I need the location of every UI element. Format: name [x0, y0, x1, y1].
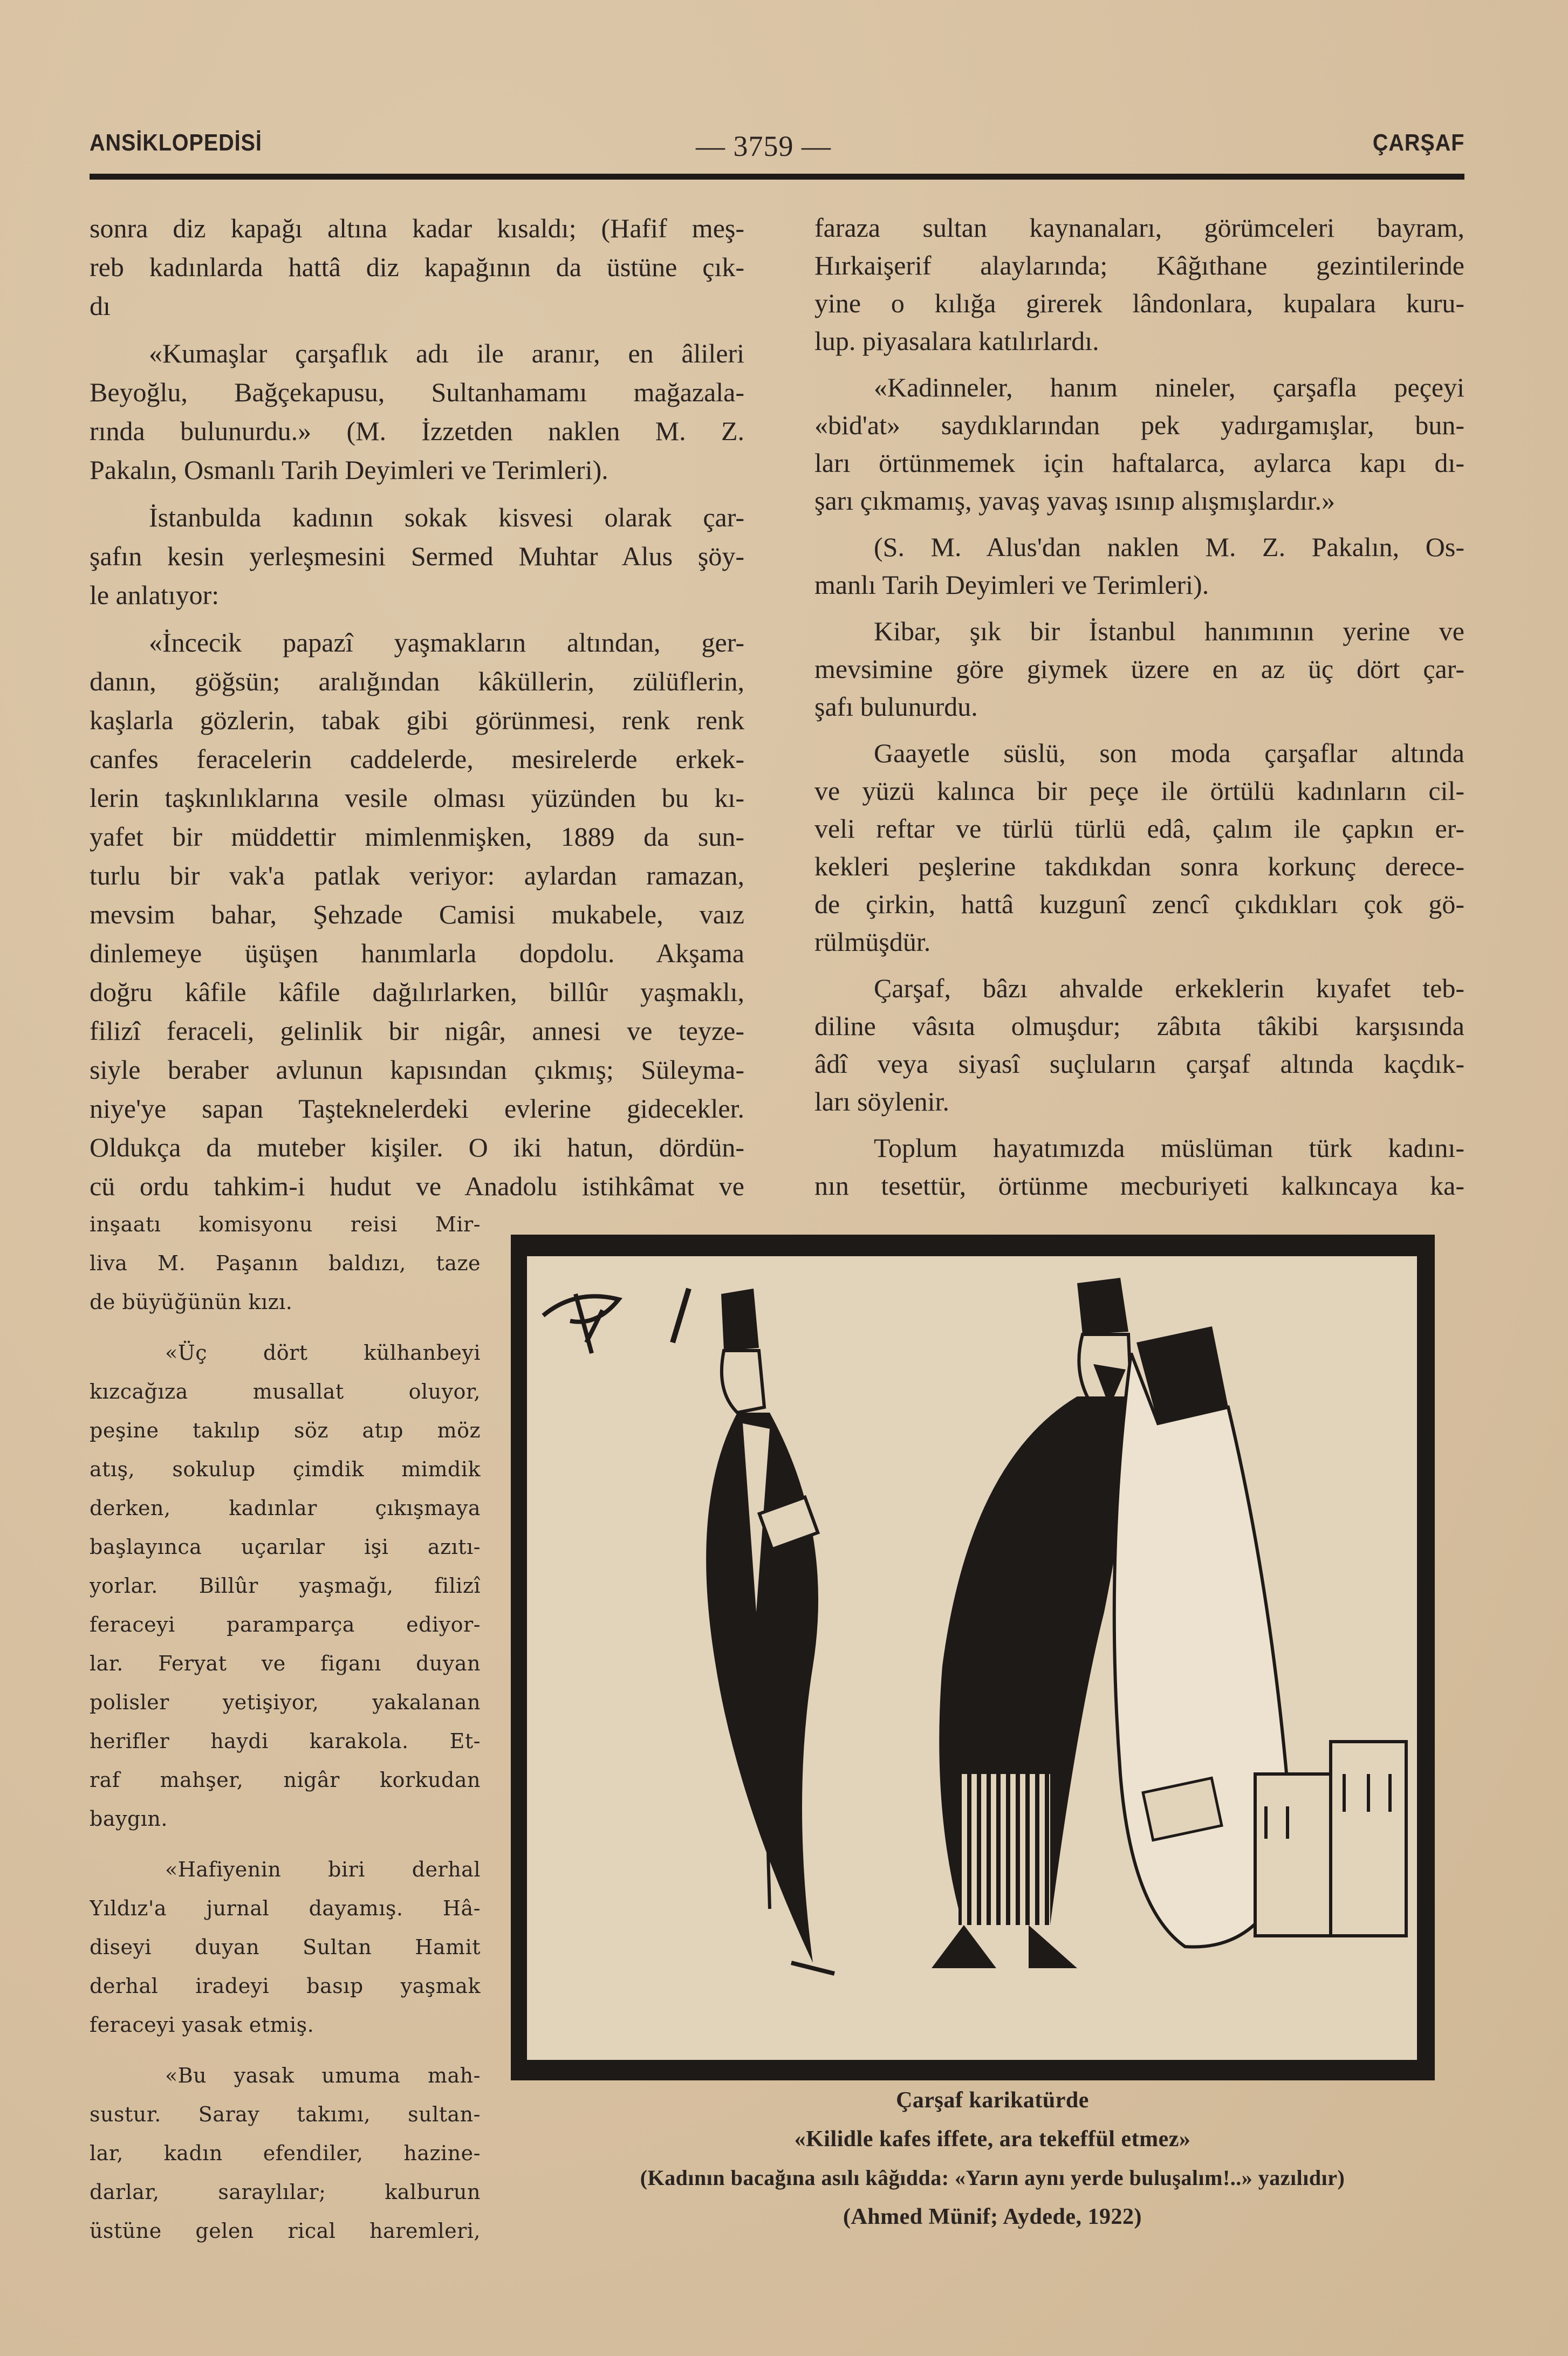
- text-line: sonra diz kapağı altına kadar kısaldı; (Hafif meş-: [90, 213, 744, 243]
- text-line: diline vâsıta olmuşdur; zâbıta tâkibi karşısında: [814, 1011, 1464, 1041]
- text-line: feraceyi yasak etmiş.: [90, 2013, 314, 2037]
- text-line: niye'ye sapan Taşteknelerdeki evlerine gidecekler.: [90, 1093, 744, 1124]
- text-line: lar. Feryat ve figanı duyan: [90, 1652, 481, 1675]
- text-line: canfes feracelerin caddelerde, mesirelerde erkek-: [90, 744, 744, 774]
- text-line: herifler haydi karakola. Et-: [90, 1729, 481, 1753]
- paragraph: [814, 734, 1464, 961]
- text-line: reb kadınlarda hattâ diz kapağının da üstüne çık-: [90, 252, 744, 282]
- text-line: nın tesettür, örtünme mecburiyeti kalkıncaya ka-: [814, 1170, 1464, 1201]
- text-line: kızcağıza musallat oluyor,: [90, 1380, 481, 1403]
- caricature-drawing: [511, 1235, 1435, 2080]
- text-line: «Bu yasak umuma mah-: [165, 2064, 481, 2087]
- text-line: mevsimine göre giymek üzere en az üç dört çar-: [814, 654, 1464, 684]
- text-line: şafı bulunurdu.: [814, 691, 978, 722]
- paragraph: [814, 368, 1464, 519]
- text-line: ve yüzü kalınca bir peçe ile örtülü kadınların cil-: [814, 776, 1464, 806]
- text-line: dı: [90, 291, 111, 321]
- text-line: şafın kesin yerleşmesini Sermed Muhtar Alus şöy-: [90, 541, 744, 571]
- caricature-illustration: [511, 1235, 1435, 2080]
- text-line: derken, kadınlar çıkışmaya: [90, 1496, 481, 1520]
- paragraph: [90, 2056, 481, 2250]
- text-line: âdî veya siyasî suçluların çarşaf altında kaçdık-: [814, 1049, 1464, 1079]
- text-line: ları örtünmemek için haftalarca, aylarca kapı dı-: [814, 448, 1464, 478]
- text-line: «Kadinneler, hanım nineler, çarşafla peçeyi: [874, 372, 1464, 402]
- left-column: [90, 209, 744, 1214]
- paragraph: [90, 623, 744, 1206]
- text-line: «bid'at» saydıklarından pek yadırgamışlar, bun-: [814, 410, 1464, 440]
- text-line: rülmüşdür.: [814, 927, 931, 957]
- text-line: Gaayetle süslü, son moda çarşaflar altında: [874, 738, 1464, 768]
- text-line: diseyi duyan Sultan Hamit: [90, 1935, 481, 1959]
- right-column: [814, 209, 1464, 1213]
- text-line: mevsim bahar, Şehzade Camisi mukabele, vaız: [90, 899, 744, 929]
- text-line: yorlar. Billûr yaşmağı, filizî: [90, 1574, 481, 1598]
- header-encyclopedia-title: ANSİKLOPEDİSİ: [90, 129, 262, 156]
- text-line: yine o kılığa girerek lândonlara, kupalara kuru-: [814, 288, 1464, 318]
- text-line: liva M. Paşanın baldızı, taze: [90, 1251, 481, 1275]
- paragraph: [814, 528, 1464, 604]
- paragraph: [90, 1205, 481, 1321]
- paragraph: [814, 1129, 1464, 1204]
- paragraph: [90, 209, 744, 325]
- text-line: rında bulunurdu.» (M. İzzetden naklen M. Z.: [90, 416, 744, 446]
- figure-caption: [507, 2081, 1478, 2236]
- caption-title: Çarşaf karikatürde: [896, 2088, 1089, 2113]
- text-line: feraceyi paramparça ediyor-: [90, 1613, 481, 1636]
- text-line: cü ordu tahkim-i hudut ve Anadolu istihkâmat ve: [90, 1171, 744, 1201]
- text-line: siyle beraber avlunun kapısından çıkmış; Süleyma-: [90, 1054, 744, 1085]
- text-line: lerin taşkınlıklarına vesile olması yüzünden bu kı-: [90, 783, 744, 813]
- text-line: doğru kâfile kâfile dağılırlarken, billûr yaşmaklı,: [90, 977, 744, 1007]
- text-line: dinlemeye üşüşen hanımlarla dopdolu. Akşama: [90, 938, 744, 968]
- text-line: peşine takılıp söz atıp möz: [90, 1419, 481, 1442]
- text-line: sustur. Saray takımı, sultan-: [90, 2102, 481, 2126]
- text-line: manlı Tarih Deyimleri ve Terimleri).: [814, 570, 1209, 600]
- text-line: «Hafiyenin biri derhal: [165, 1858, 481, 1881]
- text-line: turlu bir vak'a patlak veriyor: aylardan ramazan,: [90, 860, 744, 891]
- text-line: veli reftar ve türlü türlü edâ, çalım ile çapkın er-: [814, 813, 1464, 844]
- text-line: İstanbulda kadının sokak kisvesi olarak çar-: [149, 502, 744, 532]
- page-number: — 3759 —: [696, 130, 831, 162]
- paragraph: [814, 612, 1464, 725]
- text-line: şarı çıkmamış, yavaş yavaş ısınıp alışmışlardır.»: [814, 485, 1336, 516]
- caption-note: (Kadının bacağına asılı kâğıdda: «Yarın aynı yerde buluşalım!..» yazılıdır): [640, 2166, 1345, 2190]
- paragraph: [814, 209, 1464, 360]
- text-line: polisler yetişiyor, yakalanan: [90, 1690, 481, 1714]
- text-line: ları söylenir.: [814, 1086, 949, 1117]
- text-line: «Kumaşlar çarşaflık adı ile aranır, en âlileri: [149, 338, 744, 368]
- text-line: başlayınca uçarılar işi azıtı-: [90, 1535, 481, 1559]
- narrow-column: [90, 1205, 481, 2262]
- text-line: de büyüğünün kızı.: [90, 1290, 293, 1314]
- text-line: le anlatıyor:: [90, 580, 220, 610]
- text-line: de çirkin, hattâ kuzgunî zencî çıkdıkları çok gö-: [814, 889, 1464, 919]
- text-line: danın, göğsün; aralığından kâküllerin, zülüflerin,: [90, 666, 744, 696]
- caption-quote: «Kilidle kafes iffete, ara tekeffül etmez»: [794, 2127, 1191, 2152]
- text-line: Yıldız'a jurnal dayamış. Hâ-: [90, 1896, 481, 1920]
- text-line: raf mahşer, nigâr korkudan: [90, 1768, 481, 1792]
- paragraph: [90, 1333, 481, 1838]
- fez: [721, 1289, 759, 1351]
- text-line: Kibar, şık bir İstanbul hanımının yerine ve: [874, 616, 1464, 646]
- header-rule: [90, 174, 1464, 180]
- text-line: derhal iradeyi basıp yaşmak: [90, 1974, 481, 1998]
- paragraph: [814, 969, 1464, 1120]
- text-line: üstüne gelen rical haremleri,: [90, 2219, 481, 2243]
- text-line: «İncecik papazî yaşmakların altından, ger-: [149, 627, 744, 658]
- text-line: faraza sultan kaynanaları, görümceleri bayram,: [814, 213, 1464, 243]
- text-line: lar, kadın efendiler, hazine-: [90, 2141, 481, 2165]
- paragraph: [90, 498, 744, 614]
- caption-credit: (Ahmed Münif; Aydede, 1922): [843, 2204, 1142, 2229]
- text-line: kaşlarla gözlerin, tabak gibi görünmesi, renk renk: [90, 705, 744, 735]
- text-line: inşaatı komisyonu reisi Mir-: [90, 1213, 481, 1236]
- text-line: baygın.: [90, 1807, 168, 1831]
- text-line: Oldukça da muteber kişiler. O iki hatun, dördün-: [90, 1132, 744, 1162]
- text-line: (S. M. Alus'dan naklen M. Z. Pakalın, Os-: [874, 532, 1464, 562]
- paragraph: [90, 1850, 481, 2044]
- text-line: kekleri peşlerine takdıkdan sonra korkunç derece-: [814, 851, 1464, 881]
- text-line: Toplum hayatımızda müslüman türk kadını-: [874, 1133, 1464, 1163]
- text-line: «Üç dört külhanbeyi: [165, 1341, 481, 1365]
- text-line: Pakalın, Osmanlı Tarih Deyimleri ve Terimleri).: [90, 455, 608, 485]
- text-line: Hırkaişerif alaylarında; Kâğıthane gezintilerinde: [814, 250, 1464, 280]
- text-line: filizî feraceli, gelinlik bir nigâr, annesi ve teyze-: [90, 1016, 744, 1046]
- header-entry-title: ÇARŞAF: [1372, 129, 1464, 156]
- fez: [1077, 1278, 1128, 1334]
- text-line: lup. piyasalara katılırlardı.: [814, 326, 1099, 356]
- paragraph: [90, 334, 744, 489]
- text-line: atış, sokulup çimdik mimdik: [90, 1457, 481, 1481]
- text-line: yafet bir müddettir mimlenmişken, 1889 da sun-: [90, 821, 744, 852]
- text-line: Beyoğlu, Bağçekapusu, Sultanhamamı mağazala-: [90, 377, 744, 407]
- text-line: darlar, saraylılar; kalburun: [90, 2180, 481, 2204]
- text-line: Çarşaf, bâzı ahvalde erkeklerin kıyafet teb-: [874, 973, 1464, 1003]
